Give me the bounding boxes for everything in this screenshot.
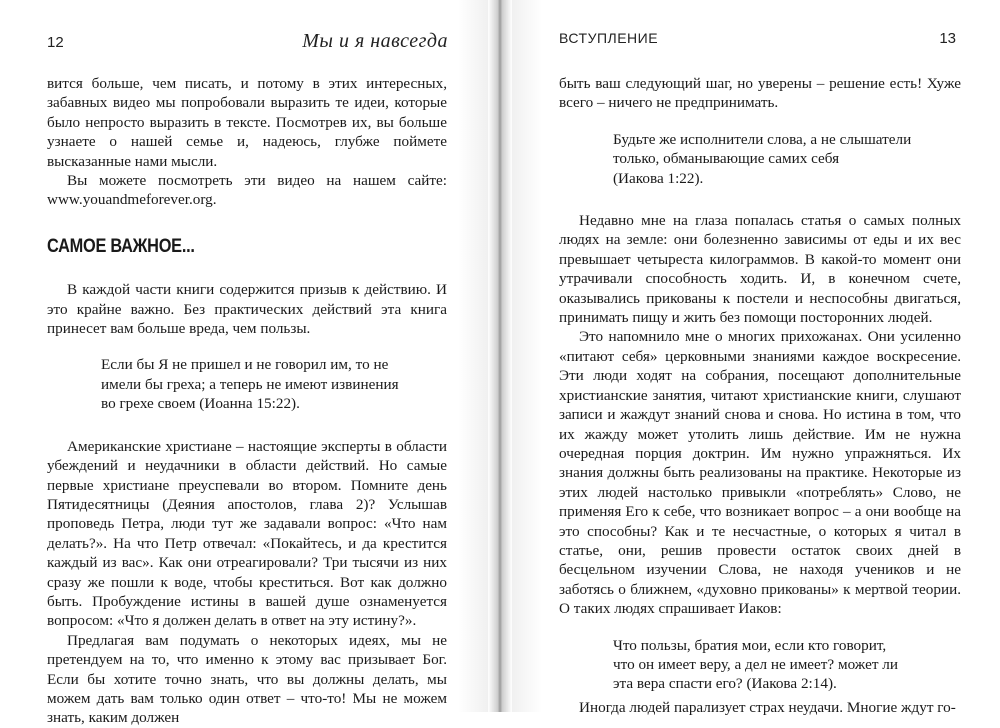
quote-line: что он имеет веру, а дел не имеет? может ли [613,655,898,673]
scripture-quote [47,355,447,413]
quote-line: Будьте же исполнители слова, а не слышатели [613,130,912,148]
paragraph: Это напомнило мне о многих прихожанах. Они усиленно «питают себя» церковными знаниями каждое воскресение. Эти люди ходят на собрания, посещают дополнительные христианские занятия, читают христианские книги, слушают записи и жаждут знаний снова и снова. Но истина в том, что их жажду может утолить лишь действие. Им не нужна очередная порция доктрин. Им нужно упражняться. Их знания должны быть реализованы на практике. Некоторые из этих людей настолько привыкли «потреблять» Слово, не применяя Его к себе, что возникает вопрос – а они вообще на это способны? Как и те несчастные, о которых я читал в статье, они, решив провести остаток своих дней в бесцельном изучении Слова, не находя учеников и не заботясь о ближнем, «духовно прикованы» к мертвой теории. О таких людях спрашивает Иаков: [559,328,961,618]
quote-line: имели бы греха; а теперь не имеют извинения [101,375,399,393]
quote-line: только, обманывающие самих себя [613,150,840,168]
paragraph: Недавно мне на глаза попалась статья о самых полных людях на земле: они болезненно зависимы от еды и их вес превышает четыреста килограммов. В какой-то момент они утрачивали способность ходить. И, в конечном счете, оказывались прикованы к постели и неспособны двигаться, принимать пищу и жить без помощи посторонних людей. [559,212,961,327]
paragraph: Вы можете посмотреть эти видео на нашем сайте: www.youandmeforever.org. [47,172,447,209]
left-page [0,0,488,727]
paragraph: вится больше, чем писать, и потому в этих интересных, забавных видео мы попробовали выразить те идеи, которые было непросто выразить в тексте. Посмотрев их, вы больше узнаете о нашей семье и, надеюсь, глубже поймете высказанные нами мысли. [47,75,447,170]
page-number-right: 13 [939,30,956,47]
left-page-body [47,74,447,728]
right-page-header [559,30,956,52]
right-page [512,0,1000,716]
right-page-gutter-shadow [512,0,542,712]
page-number-left: 12 [47,34,64,51]
scripture-quote [559,636,961,694]
right-page-body [559,74,961,717]
section-heading: САМОЕ ВАЖНОЕ... [47,235,195,257]
quote-line: Если бы Я не пришел и не говорил им, то не [101,356,389,374]
paragraph: Американские христиане – настоящие эксперты в области убеждений и неудачники в области действий. Но самые первые христиане преуспевали во втором. Помните день Пятидесятницы (Деяния апостолов, глава 2)? Услышав проповедь Петра, люди тут же задавали вопрос: «Что нам делать?». На что Петр отвечал: «Покайтесь, и да крестится каждый из вас». Как они отреагировали? Три тысячи из них сразу же пошли к воде, чтобы креститься. Вот как должно быть. Пробуждение истины в вашей душе ознаменуется вопросом: «Что я должен делать в ответ на эту истину?». [47,437,447,630]
left-page-gutter-shadow [458,0,488,712]
quote-line: эта вера спасти его? (Иакова 2:14). [613,675,837,693]
scripture-quote [559,130,961,188]
book-gutter [488,0,512,712]
paragraph: Предлагая вам подумать о некоторых идеях, мы не претендуем на то, что именно к этому вас призывает Бог. Если бы хотите точно знать, что вы должны делать, мы можем дать вам только один ответ – что-то! Мы не можем знать, каким должен [47,631,447,727]
paragraph: Иногда людей парализует страх неудачи. Многие ждут го- [579,698,956,716]
quote-line: во грехе своем (Иоанна 15:22). [101,395,300,413]
left-page-header [47,30,448,52]
quote-line: Что пользы, братия мои, если кто говорит, [613,636,887,654]
quote-line: (Иакова 1:22). [613,169,704,187]
paragraph: В каждой части книги содержится призыв к действию. И это крайне важно. Без практических действий эта книга принесет вам больше вреда, чем пользы. [47,281,447,338]
running-title: Мы и я навсегда [302,30,448,52]
chapter-title: ВСТУПЛЕНИЕ [559,30,659,46]
paragraph: быть ваш следующий шаг, но уверены – решение есть! Хуже всего – ничего не предпринимать. [559,75,961,112]
